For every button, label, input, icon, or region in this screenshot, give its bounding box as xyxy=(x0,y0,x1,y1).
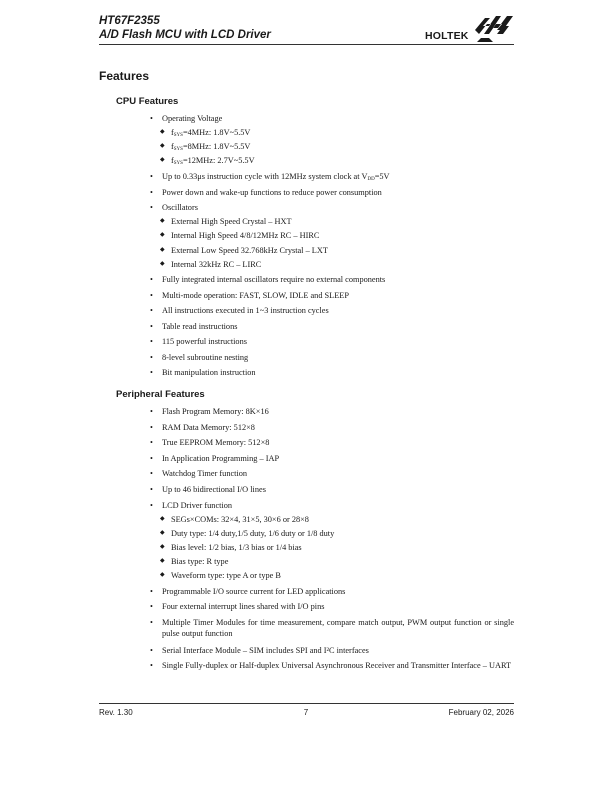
bullet-icon: • xyxy=(150,661,153,670)
bullet-icon: • xyxy=(150,602,153,611)
diamond-bullet-icon: ◆ xyxy=(160,232,165,238)
diamond-bullet-icon: ◆ xyxy=(160,157,165,163)
list-subitem xyxy=(160,230,514,241)
list-subitem xyxy=(160,127,514,141)
item-text: True EEPROM Memory: 512×8 xyxy=(162,438,270,447)
list-item xyxy=(150,453,514,464)
item-text: Flash Program Memory: 8K×16 xyxy=(162,407,269,416)
diamond-bullet-icon: ◆ xyxy=(160,247,165,253)
list-item xyxy=(150,645,514,656)
list-item xyxy=(150,500,514,511)
bullet-icon: • xyxy=(150,501,153,510)
bullet-icon: • xyxy=(150,188,153,197)
item-text: Internal High Speed 4/8/12MHz RC – HIRC xyxy=(171,231,320,240)
item-text: All instructions executed in 1~3 instruction cycles xyxy=(162,306,329,315)
list-item xyxy=(150,113,514,124)
item-text: Up to 46 bidirectional I/O lines xyxy=(162,485,266,494)
document-subtitle: A/D Flash MCU with LCD Driver xyxy=(99,29,271,41)
list-item xyxy=(150,468,514,479)
list-item xyxy=(150,305,514,316)
item-text: Fully integrated internal oscillators require no external components xyxy=(162,275,386,284)
list-item xyxy=(150,484,514,495)
list-item xyxy=(150,336,514,347)
item-text: fSYS=12MHz: 2.7V~5.5V xyxy=(171,156,255,166)
holtek-logo-text: HOLTEK xyxy=(425,30,469,42)
diamond-bullet-icon: ◆ xyxy=(160,516,165,522)
bullet-icon: • xyxy=(150,469,153,478)
list-item xyxy=(150,406,514,417)
item-text: Multi-mode operation: FAST, SLOW, IDLE and SLEEP xyxy=(162,291,349,300)
bullet-icon: • xyxy=(150,291,153,300)
item-text: Up to 0.33μs instruction cycle with 12MHz system clock at VDD=5V xyxy=(162,172,390,182)
list-item xyxy=(150,367,514,378)
diamond-bullet-icon: ◆ xyxy=(160,218,165,224)
item-text: LCD Driver function xyxy=(162,501,233,510)
list-subitem xyxy=(160,514,514,525)
item-text: Waveform type: type A or type B xyxy=(171,571,281,580)
revision: Rev. 1.30 xyxy=(99,708,133,717)
diamond-bullet-icon: ◆ xyxy=(160,143,165,149)
item-text: External High Speed Crystal – HXT xyxy=(171,217,292,226)
list-item xyxy=(150,187,514,198)
item-text: Oscillators xyxy=(162,203,198,212)
item-text: Power down and wake-up functions to reduce power consumption xyxy=(162,188,382,197)
part-number: HT67F2355 xyxy=(99,15,160,27)
list-item xyxy=(150,586,514,597)
bullet-icon: • xyxy=(150,306,153,315)
diamond-bullet-icon: ◆ xyxy=(160,261,165,267)
bullet-icon: • xyxy=(150,407,153,416)
diamond-bullet-icon: ◆ xyxy=(160,572,165,578)
item-text: 8-level subroutine nesting xyxy=(162,353,249,362)
bullet-icon: • xyxy=(150,587,153,596)
list-item xyxy=(150,352,514,363)
bullet-icon: • xyxy=(150,337,153,346)
list-item xyxy=(150,617,514,639)
list-subitem xyxy=(160,556,514,567)
bullet-icon: • xyxy=(150,454,153,463)
diamond-bullet-icon: ◆ xyxy=(160,129,165,135)
list-item xyxy=(150,290,514,301)
date: February 02, 2026 xyxy=(448,708,514,717)
footer-rule xyxy=(99,703,514,704)
diamond-bullet-icon: ◆ xyxy=(160,530,165,536)
item-text: fSYS=8MHz: 1.8V~5.5V xyxy=(171,142,251,152)
item-text: Multiple Timer Modules for time measurement, compare match output, PWM output function or single pulse output function xyxy=(162,618,514,638)
section-title: Features xyxy=(99,69,150,83)
diamond-bullet-icon: ◆ xyxy=(160,558,165,564)
item-text: fSYS=4MHz: 1.8V~5.5V xyxy=(171,128,251,138)
item-text: Single Fully-duplex or Half-duplex Universal Asynchronous Receiver and Transmitter Interface – UART xyxy=(162,661,512,670)
item-text: Serial Interface Module – SIM includes SPI and I²C interfaces xyxy=(162,646,369,655)
list-item xyxy=(150,274,514,285)
holtek-logo xyxy=(423,12,515,44)
item-text: Four external interrupt lines shared with I/O pins xyxy=(162,602,325,611)
list-item xyxy=(150,202,514,213)
item-text: External Low Speed 32.768kHz Crystal – LXT xyxy=(171,246,328,255)
list-item xyxy=(150,171,514,185)
list-subitem xyxy=(160,245,514,256)
diamond-bullet-icon: ◆ xyxy=(160,544,165,550)
item-text: Bias level: 1/2 bias, 1/3 bias or 1/4 bias xyxy=(171,543,302,552)
item-text: SEGs×COMs: 32×4, 31×5, 30×6 or 28×8 xyxy=(171,515,309,524)
cpu-features-heading: CPU Features xyxy=(116,96,179,107)
bullet-icon: • xyxy=(150,275,153,284)
list-item xyxy=(150,321,514,332)
item-text: 115 powerful instructions xyxy=(162,337,247,346)
item-text: Bit manipulation instruction xyxy=(162,368,256,377)
list-subitem xyxy=(160,570,514,581)
list-subitem xyxy=(160,542,514,553)
item-text: Programmable I/O source current for LED applications xyxy=(162,587,346,596)
list-item xyxy=(150,437,514,448)
item-text: Duty type: 1/4 duty,1/5 duty, 1/6 duty or 1/8 duty xyxy=(171,529,335,538)
peripheral-features-heading: Peripheral Features xyxy=(116,389,205,400)
item-text: Watchdog Timer function xyxy=(162,469,248,478)
list-subitem xyxy=(160,528,514,539)
item-text: Bias type: R type xyxy=(171,557,229,566)
item-text: Internal 32kHz RC – LIRC xyxy=(171,260,262,269)
bullet-icon: • xyxy=(150,172,153,181)
bullet-icon: • xyxy=(150,368,153,377)
list-item xyxy=(150,660,514,671)
page-number: 7 xyxy=(303,708,309,717)
bullet-icon: • xyxy=(150,203,153,212)
list-subitem xyxy=(160,259,514,270)
list-item xyxy=(150,422,514,433)
header-rule xyxy=(99,44,514,45)
list-subitem xyxy=(160,141,514,155)
bullet-icon: • xyxy=(150,646,153,655)
bullet-icon: • xyxy=(150,485,153,494)
bullet-icon: • xyxy=(150,438,153,447)
item-text: RAM Data Memory: 512×8 xyxy=(162,423,255,432)
list-item xyxy=(150,601,514,612)
holtek-logo-mark xyxy=(475,16,513,42)
item-text: Operating Voltage xyxy=(162,114,223,123)
item-text: In Application Programming – IAP xyxy=(162,454,280,463)
bullet-icon: • xyxy=(150,322,153,331)
bullet-icon: • xyxy=(150,353,153,362)
bullet-icon: • xyxy=(150,114,153,123)
list-subitem xyxy=(160,216,514,227)
item-text: Table read instructions xyxy=(162,322,238,331)
list-subitem xyxy=(160,155,514,169)
bullet-icon: • xyxy=(150,618,153,627)
bullet-icon: • xyxy=(150,423,153,432)
